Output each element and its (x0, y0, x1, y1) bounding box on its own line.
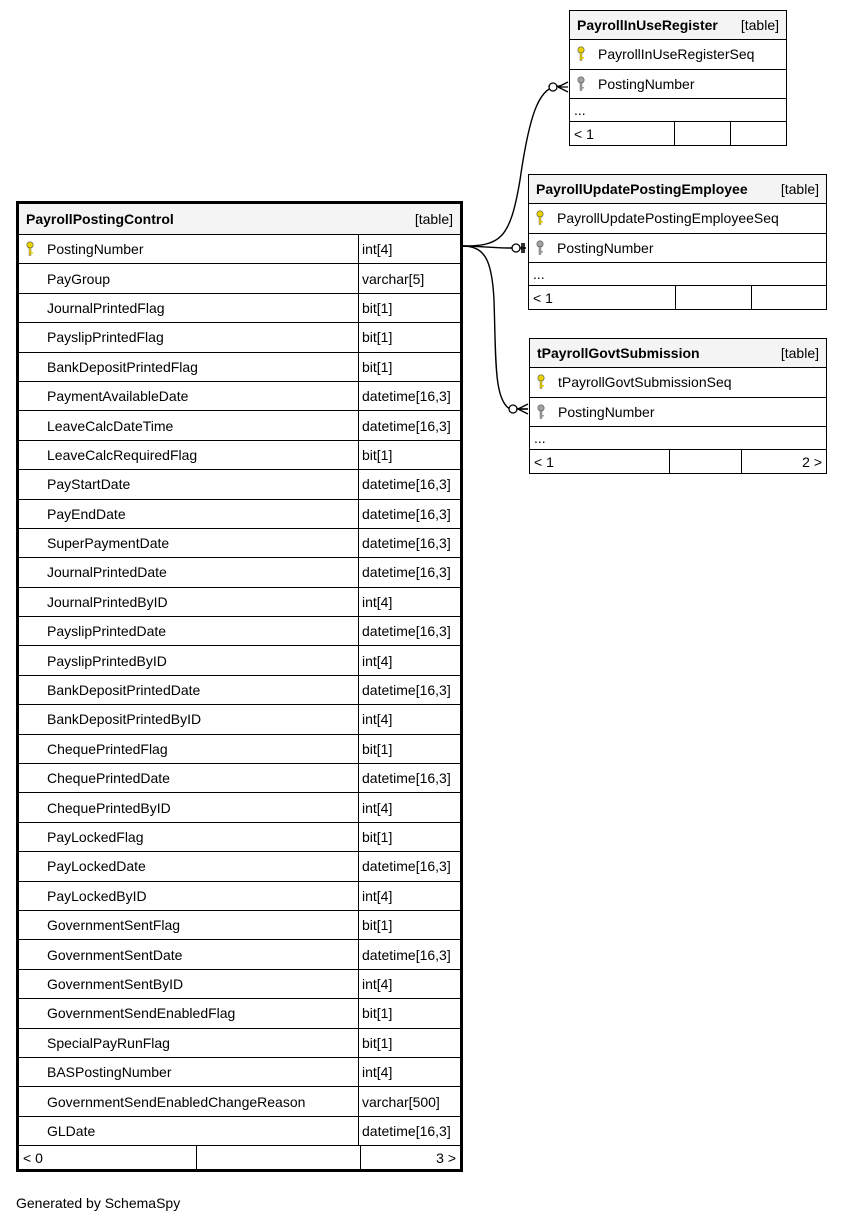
column-name-cell (529, 234, 826, 263)
column-name-cell (19, 911, 358, 939)
column-name: PayLockedDate (47, 858, 146, 875)
column-name: PostingNumber (557, 239, 654, 256)
column-type: datetime[16,3] (358, 470, 460, 498)
column-row[interactable] (19, 1029, 460, 1058)
more-columns-ellipsis: ... (530, 427, 826, 450)
column-type: datetime[16,3] (358, 764, 460, 792)
table-tpayrollgovtsubmission[interactable] (529, 338, 827, 474)
column-name-cell (570, 40, 786, 69)
column-type: datetime[16,3] (358, 558, 460, 586)
column-name: JournalPrintedDate (47, 564, 167, 581)
column-type: int[4] (358, 1058, 460, 1086)
column-type: datetime[16,3] (358, 529, 460, 557)
column-type: bit[1] (358, 735, 460, 763)
parent-count[interactable]: < 1 (570, 122, 675, 145)
column-row[interactable] (19, 940, 460, 969)
column-name: GLDate (47, 1122, 96, 1139)
column-type: bit[1] (358, 823, 460, 851)
column-name-cell (19, 646, 358, 674)
table-type-label: [table] (740, 17, 779, 33)
generated-by-label[interactable]: Generated by SchemaSpy (16, 1195, 181, 1211)
column-row[interactable] (19, 558, 460, 587)
foreign-key-icon (535, 240, 557, 256)
column-name-cell (19, 676, 358, 704)
column-type: datetime[16,3] (358, 500, 460, 528)
column-name: PayslipPrintedFlag (47, 329, 164, 346)
column-row[interactable] (19, 1117, 460, 1146)
relationship-line-updatepostingemployee (462, 246, 526, 248)
column-name-cell (19, 852, 358, 880)
column-row[interactable] (19, 646, 460, 675)
column-name: SpecialPayRunFlag (47, 1034, 170, 1051)
column-list (530, 368, 826, 427)
column-name: PayLockedByID (47, 887, 147, 904)
column-row[interactable] (19, 470, 460, 499)
column-name: PayslipPrintedDate (47, 623, 167, 640)
column-row[interactable] (19, 735, 460, 764)
crowfoot-marker (558, 82, 568, 92)
column-row[interactable] (19, 617, 460, 646)
column-name: BankDepositPrintedDate (47, 682, 201, 699)
column-row[interactable] (19, 852, 460, 881)
zero-cardinality-marker (549, 83, 557, 91)
column-list (529, 204, 826, 263)
column-name-cell (530, 368, 826, 397)
table-header (570, 11, 786, 40)
table-footer (19, 1146, 460, 1169)
column-name: GovernmentSendEnabledChangeReason (47, 1093, 306, 1110)
column-type: datetime[16,3] (358, 676, 460, 704)
table-name: PayrollUpdatePostingEmployee (536, 181, 748, 197)
column-list (570, 40, 786, 99)
column-name: GovernmentSentFlag (47, 917, 181, 934)
column-row[interactable] (19, 588, 460, 617)
column-name: GovernmentSentDate (47, 946, 183, 963)
column-name-cell (570, 70, 786, 99)
column-type: datetime[16,3] (358, 940, 460, 968)
column-name: BankDepositPrintedFlag (47, 358, 198, 375)
table-type-label: [table] (780, 181, 819, 197)
column-type: int[4] (358, 235, 460, 263)
column-name-cell (19, 411, 358, 439)
column-type: datetime[16,3] (358, 852, 460, 880)
column-name-cell (19, 705, 358, 733)
column-name-cell (19, 500, 358, 528)
child-count (731, 122, 786, 145)
column-name-cell (19, 764, 358, 792)
column-row[interactable] (19, 999, 460, 1028)
column-name: PostingNumber (598, 75, 695, 92)
footer-middle (670, 450, 742, 473)
column-name-cell (19, 823, 358, 851)
column-row[interactable] (19, 500, 460, 529)
column-name: PayslipPrintedByID (47, 652, 167, 669)
column-name-cell (19, 558, 358, 586)
table-footer (529, 286, 826, 309)
table-header (529, 175, 826, 204)
column-name-cell (19, 1087, 358, 1115)
column-type: bit[1] (358, 1029, 460, 1057)
column-list (19, 235, 460, 1146)
foreign-key-icon (536, 404, 558, 420)
column-row[interactable] (530, 398, 826, 428)
column-type: int[4] (358, 646, 460, 674)
zero-cardinality-marker (512, 244, 520, 252)
zero-cardinality-marker (509, 405, 517, 413)
column-type: int[4] (358, 588, 460, 616)
more-columns-ellipsis: ... (529, 263, 826, 286)
column-name-cell (530, 398, 826, 427)
column-name-cell (19, 264, 358, 292)
column-name-cell (19, 1029, 358, 1057)
table-name: PayrollInUseRegister (577, 17, 718, 33)
table-header (19, 204, 460, 235)
column-name-cell (19, 1058, 358, 1086)
column-type: datetime[16,3] (358, 617, 460, 645)
column-name: tPayrollGovtSubmissionSeq (558, 374, 732, 391)
primary-key-icon (536, 374, 558, 390)
table-footer (570, 122, 786, 145)
column-type: int[4] (358, 882, 460, 910)
primary-key-icon (576, 46, 598, 62)
child-count[interactable]: 2 > (802, 453, 822, 470)
child-count[interactable]: 3 > (436, 1149, 456, 1166)
column-name: GovernmentSentByID (47, 975, 184, 992)
column-name-cell (19, 529, 358, 557)
column-type: varchar[5] (358, 264, 460, 292)
column-type: bit[1] (358, 353, 460, 381)
column-row[interactable] (19, 970, 460, 999)
primary-key-icon (25, 241, 47, 257)
column-name: GovernmentSendEnabledFlag (47, 1005, 236, 1022)
column-name: PayrollInUseRegisterSeq (598, 46, 755, 63)
column-name: PayStartDate (47, 476, 131, 493)
column-row[interactable] (529, 234, 826, 264)
column-row[interactable] (19, 264, 460, 293)
column-name: BankDepositPrintedByID (47, 711, 202, 728)
column-row[interactable] (19, 382, 460, 411)
table-type-label: [table] (414, 211, 453, 227)
column-name: ChequePrintedDate (47, 770, 170, 787)
table-footer (530, 450, 826, 473)
table-payrollinuseregister[interactable] (569, 10, 787, 146)
table-header (530, 339, 826, 368)
table-type-label: [table] (780, 345, 819, 361)
column-row[interactable] (19, 764, 460, 793)
column-type: datetime[16,3] (358, 382, 460, 410)
table-name: PayrollPostingControl (26, 211, 174, 227)
column-name-cell (19, 441, 358, 469)
column-type: varchar[500] (358, 1087, 460, 1115)
parent-count[interactable]: < 1 (530, 450, 670, 473)
column-row[interactable] (19, 529, 460, 558)
column-row[interactable] (530, 368, 826, 398)
table-payrollupdatepostingemployee[interactable] (528, 174, 827, 310)
column-name: PayGroup (47, 270, 111, 287)
column-row[interactable] (19, 676, 460, 705)
column-name-cell (19, 999, 358, 1027)
column-name-cell (19, 882, 358, 910)
column-type: datetime[16,3] (358, 1117, 460, 1145)
column-row[interactable] (19, 323, 460, 352)
column-row[interactable] (529, 204, 826, 234)
column-row[interactable] (19, 823, 460, 852)
column-row[interactable] (19, 411, 460, 440)
column-row[interactable] (19, 705, 460, 734)
column-row[interactable] (19, 235, 460, 264)
column-name-cell (19, 470, 358, 498)
column-name-cell (19, 323, 358, 351)
column-name-cell (19, 588, 358, 616)
column-name: JournalPrintedByID (47, 593, 168, 610)
column-name: SuperPaymentDate (47, 535, 170, 552)
column-type: int[4] (358, 793, 460, 821)
column-name: ChequePrintedFlag (47, 740, 168, 757)
table-payrollpostingcontrol[interactable] (16, 201, 463, 1172)
column-name-cell (19, 235, 358, 263)
column-name: LeaveCalcRequiredFlag (47, 446, 198, 463)
column-row[interactable] (19, 294, 460, 323)
footer-middle (676, 286, 752, 309)
parent-count[interactable]: < 1 (529, 286, 676, 309)
column-row[interactable] (19, 793, 460, 822)
column-row[interactable] (570, 70, 786, 100)
column-row[interactable] (19, 882, 460, 911)
column-type: datetime[16,3] (358, 411, 460, 439)
column-type: bit[1] (358, 999, 460, 1027)
column-name: PayrollUpdatePostingEmployeeSeq (557, 210, 779, 227)
foreign-key-icon (576, 76, 598, 92)
column-type: bit[1] (358, 294, 460, 322)
column-name: PostingNumber (558, 403, 655, 420)
column-name: PayEndDate (47, 505, 126, 522)
column-name-cell (19, 617, 358, 645)
footer-middle (675, 122, 731, 145)
column-type: bit[1] (358, 911, 460, 939)
column-row[interactable] (19, 441, 460, 470)
crowfoot-marker (518, 404, 528, 414)
child-count (752, 286, 826, 309)
column-row[interactable] (570, 40, 786, 70)
column-name-cell (19, 793, 358, 821)
column-row[interactable] (19, 1087, 460, 1116)
column-type: int[4] (358, 705, 460, 733)
column-name: PostingNumber (47, 241, 144, 258)
relationship-line-govtsubmission (462, 246, 528, 409)
column-name: PayLockedFlag (47, 829, 144, 845)
parent-count[interactable]: < 0 (19, 1146, 197, 1169)
column-name-cell (19, 294, 358, 322)
column-name-cell (19, 382, 358, 410)
column-name-cell (19, 940, 358, 968)
column-name: PaymentAvailableDate (47, 388, 189, 405)
column-type: bit[1] (358, 441, 460, 469)
column-type: bit[1] (358, 323, 460, 351)
column-name: LeaveCalcDateTime (47, 417, 174, 434)
footer-middle (197, 1146, 361, 1169)
column-name: BASPostingNumber (47, 1064, 172, 1081)
column-row[interactable] (19, 1058, 460, 1087)
column-name-cell (529, 204, 826, 233)
table-name: tPayrollGovtSubmission (537, 345, 700, 361)
column-name: JournalPrintedFlag (47, 299, 165, 316)
column-row[interactable] (19, 911, 460, 940)
column-name-cell (19, 970, 358, 998)
column-name-cell (19, 353, 358, 381)
column-type: int[4] (358, 970, 460, 998)
more-columns-ellipsis: ... (570, 99, 786, 122)
primary-key-icon (535, 210, 557, 226)
column-name: ChequePrintedByID (47, 799, 171, 816)
column-row[interactable] (19, 353, 460, 382)
column-name-cell (19, 735, 358, 763)
one-cardinality-marker (522, 243, 524, 253)
column-name-cell (19, 1117, 358, 1145)
